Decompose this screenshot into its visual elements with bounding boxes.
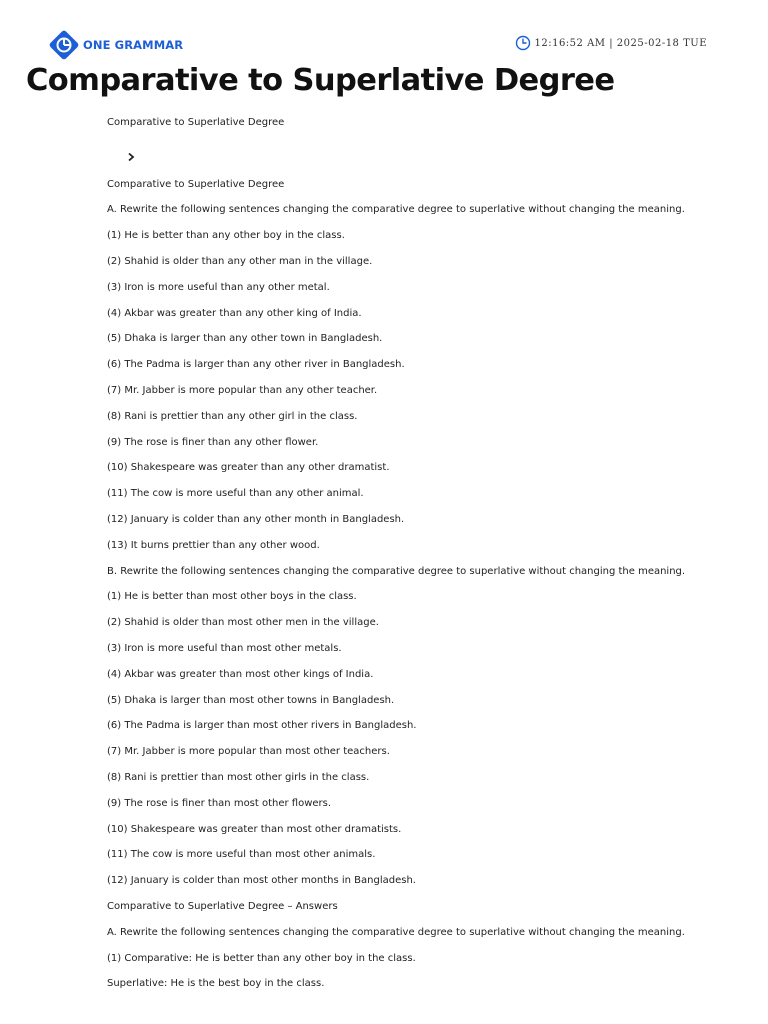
logo-text: ONE GRAMMAR — [83, 38, 184, 52]
list-item: (11) The cow is more useful than any other animal. — [107, 488, 364, 500]
answers-section-a-instruction: A. Rewrite the following sentences changing the comparative degree to superlative without changing the meaning. — [107, 926, 685, 938]
list-item: (12) January is colder than most other months in Bangladesh. — [107, 875, 416, 887]
breadcrumb-separator — [107, 152, 747, 178]
datetime-text: 12:16:52 AM | 2025-02-18 TUE — [534, 37, 707, 49]
clock-icon — [515, 35, 531, 51]
datetime-display — [515, 35, 707, 51]
list-item: (2) Shahid is older than any other man in the village. — [107, 255, 373, 267]
section-b-instruction: B. Rewrite the following sentences changing the comparative degree to superlative without changing the meaning. — [107, 565, 686, 577]
site-logo[interactable] — [48, 29, 183, 61]
list-item: (8) Rani is prettier than most other girls in the class. — [107, 771, 370, 783]
list-item: (12) January is colder than any other month in Bangladesh. — [107, 513, 405, 525]
list-item: (13) It burns prettier than any other wood. — [107, 539, 320, 551]
list-item: (2) Shahid is older than most other men in the village. — [107, 617, 379, 629]
answers-heading: Comparative to Superlative Degree – Answers — [107, 900, 338, 912]
list-item: (9) The rose is finer than any other flower. — [107, 436, 319, 448]
list-item: (9) The rose is finer than most other flowers. — [107, 797, 332, 809]
list-item: (10) Shakespeare was greater than any other dramatist. — [107, 462, 390, 474]
page-title: Comparative to Superlative Degree — [26, 63, 615, 98]
content-heading: Comparative to Superlative Degree — [107, 178, 285, 190]
site-header — [0, 0, 768, 64]
logo-mark-icon — [48, 29, 80, 61]
article-content — [107, 116, 747, 1003]
list-item: (3) Iron is more useful than most other metals. — [107, 642, 342, 654]
list-item: (1) He is better than any other boy in the class. — [107, 230, 345, 242]
list-item: (7) Mr. Jabber is more popular than any other teacher. — [107, 384, 378, 396]
list-item: (1) He is better than most other boys in the class. — [107, 591, 357, 603]
answer-item: Superlative: He is the best boy in the class. — [107, 978, 325, 990]
list-item: (4) Akbar was greater than most other kings of India. — [107, 668, 374, 680]
list-item: (5) Dhaka is larger than any other town in Bangladesh. — [107, 333, 383, 345]
answer-item: (1) Comparative: He is better than any other boy in the class. — [107, 952, 416, 964]
list-item: (10) Shakespeare was greater than most other dramatists. — [107, 823, 402, 835]
list-item: (4) Akbar was greater than any other king of India. — [107, 307, 362, 319]
list-item: (7) Mr. Jabber is more popular than most other teachers. — [107, 746, 390, 758]
list-item: (6) The Padma is larger than most other rivers in Bangladesh. — [107, 720, 417, 732]
list-item: (6) The Padma is larger than any other river in Bangladesh. — [107, 359, 405, 371]
list-item: (3) Iron is more useful than any other metal. — [107, 281, 330, 293]
section-a-instruction: A. Rewrite the following sentences changing the comparative degree to superlative without changing the meaning. — [107, 204, 685, 216]
list-item: (8) Rani is prettier than any other girl in the class. — [107, 410, 358, 422]
breadcrumb-link[interactable]: Comparative to Superlative Degree — [107, 117, 285, 128]
list-item: (11) The cow is more useful than most other animals. — [107, 849, 376, 861]
chevron-right-icon — [126, 152, 136, 162]
list-item: (5) Dhaka is larger than most other towns in Bangladesh. — [107, 694, 395, 706]
